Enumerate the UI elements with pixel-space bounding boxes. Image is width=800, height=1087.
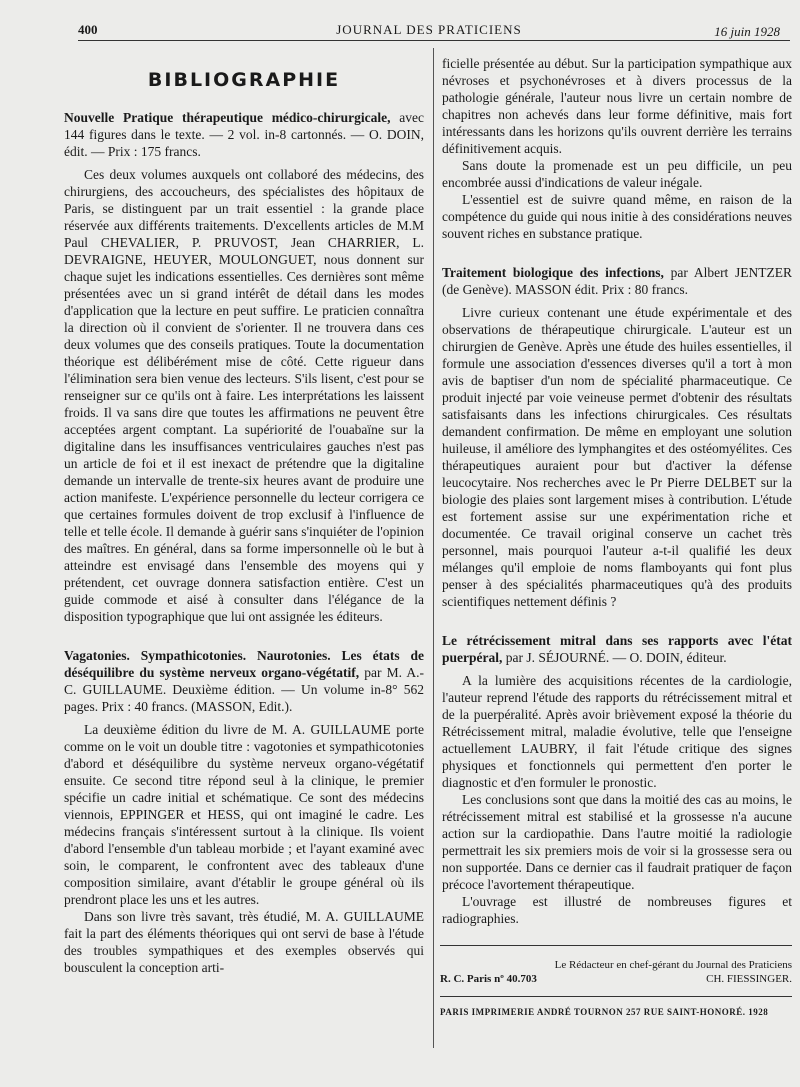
- editor-label: Le Rédacteur en chef-gérant du Journal des Praticiens: [554, 959, 792, 971]
- review-paragraph: Livre curieux contenant une étude expérimentale et des observations de thérapeutique chirurgicale. L'auteur est un chirurgien de Genève. Après une étude des huiles essentielles, il formule une association d'essences diverses qu'il a tort à mon avis de baptiser d'un nom de spécialité pharmaceutique. Ce produit injecté par voie veineuse permet d'obtenir des résultats satisfaisants dans les infections chirurgicales. Ces résultats demandent confirmation. De même en employant une solution huileuse, il améliore des lymphangites et des ostéomyélites. Ces thérapeutiques auraient pour but d'activer la défense leucocytaire. Nos recherches avec le Pr Pierre DELBET sur la biologie des plaies sont largement mises à contribution. L'étude est fortement assise sur une expérimentation riche et documentée. Ce travail original conserve un cachet très personnel, mais pourquoi l'auteur a-t-il qualifié les deux mélanges qu'il emploie de noms flamboyants qui font plus penser à des spécialités pharmaceutiques qu'à des produits scientifiques nettement définis ?: [442, 305, 792, 609]
- review-paragraph: Ces deux volumes auxquels ont collaboré des médecins, des chirurgiens, des accoucheurs, des spécialistes des hôpitaux de Paris, se distinguent par un trait essentiel : la grande place réservée aux différents traitements. D'excellents articles de M.M Paul CHEVALIER, P. PRUVOST, Jean CHARRIER, L. DEVRAIGNE, HEUYER, MOULONGUET, nous donnent sur chaque sujet les indications essentielles. Ces dernières sont même présentées avec un si grand intérêt de détail dans les modes d'application que la lecture en peut suffire. Le praticien connaîtra la direction où il convient de s'orienter. Il ne trouvera dans ces deux volumes que des conseils pratiques. Toute la documentation théorique est délibérément mise de côté. Cette rigueur dans l'élimination sera bien venue des lecteurs. S'ils lisent, c'est pour se renseigner sur ce qu'ils ont à faire. Les interprétations les laissent froids. Il va sans dire que toutes les affirmations ne peuvent être acceptées argent comptant. La supériorité de l'ouabaïne sur la digitaline dans les insuffisances ventriculaires gauches n'est pas un article de foi et il est inexact de prétendre que la digitaline demande un intervalle de trente-six heures avant de produire une action manifeste. L'expérience personnelle du lecteur corrigera ce que certaines formules doivent de trop exclusif à l'influence de telle et telle école. Il demande à guérir sans s'inquiéter de l'opinion des maîtres. En général, dans sa forme impersonnelle où le but à atteindre est envisagé dans l'ensemble des moyens qui y prétendent, cet ouvrage donnera satisfaction entière. C'est un guide commode et aisé à consulter dans l'élégance de la disposition typographique que lui ont assignée les éditeurs.: [64, 167, 424, 624]
- review-paragraph: Sans doute la promenade est un peu difficile, un peu encombrée aussi d'indications de valeur inégale.: [442, 158, 792, 190]
- review-paragraph: L'ouvrage est illustré de nombreuses figures et radiographies.: [442, 894, 792, 926]
- review-title: Vagatonies. Sympathicotonies. Naurotonies. Les états de déséquilibre du système nerveux organo-végétatif,: [64, 648, 424, 680]
- editor-name: CH. FIESSINGER.: [706, 973, 792, 985]
- review-heading: [442, 264, 792, 298]
- journal-title: JOURNAL DES PRATICIENS: [336, 22, 522, 37]
- review-title: Traitement biologique des infections,: [442, 265, 664, 280]
- column-divider: [433, 48, 434, 1048]
- header-rule: [78, 40, 790, 41]
- review-paragraph: A la lumière des acquisitions récentes de la cardiologie, l'auteur reprend l'étude des rapports du rétrécissement mitral et de la puerpéralité. Après avoir brièvement exposé la théorie du Rétrécissement mitral, maladie évolutive, telle que l'enseigne actuellement LAUBRY, il fait l'étude critique des signes physiques et fonctionnels qui permettent d'en porter le diagnostic et d'en formuler le pronostic.: [442, 673, 792, 790]
- review-reference: avec 144 figures dans le texte. — 2 vol. in-8 cartonnés. — O. DOIN, édit. — Prix : 175 francs.: [64, 110, 424, 159]
- running-header: [78, 18, 780, 40]
- review-paragraph: Les conclusions sont que dans la moitié des cas au moins, le rétrécissement mitral est stabilisé et la grossesse n'a aucune action sur la cardiopathie. Dans l'autre moitié la radiologie permettrait les six premiers mois de voir si la grossesse sera ou non supportée. Dans ce dernier cas il faudrait pratiquer de façon précoce l'avortement thérapeutique.: [442, 792, 792, 892]
- review-reference: par J. SÉJOURNÉ. — O. DOIN, éditeur.: [505, 650, 727, 665]
- review-reference: par M. A.-C. GUILLAUME. Deuxième édition. — Un volume in-8° 562 pages. Prix : 40 francs. (MASSON, Edit.).: [64, 665, 424, 714]
- review-heading: [64, 109, 424, 160]
- printer-line: PARIS IMPRIMERIE ANDRÉ TOURNON 257 RUE SAINT-HONORÉ. 1928: [440, 996, 792, 1019]
- right-column: [442, 55, 792, 927]
- section-title: BIBLIOGRAPHIE: [147, 69, 341, 91]
- left-column: [64, 69, 424, 976]
- review-heading: [442, 632, 792, 666]
- review-paragraph: Dans son livre très savant, très étudié, M. A. GUILLAUME fait la part des éléments théoriques qui ont servi de base à l'étude des troubles sympathiques et des exemples observés qui bousculent la conception arti-: [64, 909, 424, 975]
- review-paragraph: La deuxième édition du livre de M. A. GUILLAUME porte comme on le voit un double titre : vagotonies et sympathicotonies d'abord et déséquilibre du système nerveux organo-végétatif ensuite. Ce second titre répond seul à la clinique, le premier spécifie un cadre initial et schématique. Ce sont des médecins viennois, EPPINGER et HESS, qui ont imaginé le cadre. Les médecins français s'intéressent surtout à la clinique. Ils voient d'abord l'ensemble d'un tableau morbide ; et l'ayant examiné avec soin, le comparent, le confrontent avec des tableaux d'une composition similaire, avant d'établir le groupe général où ils prendront place les uns et les autres.: [64, 722, 424, 907]
- registry-number: R. C. Paris nº 40.703: [440, 973, 537, 985]
- review-heading: [64, 647, 424, 715]
- imprint-footer: [440, 945, 792, 1019]
- editor-line: [440, 945, 792, 986]
- page-number: 400: [78, 22, 98, 37]
- review-title: Nouvelle Pratique thérapeutique médico-chirurgicale,: [64, 110, 391, 125]
- issue-date: 16 juin 1928: [714, 24, 780, 39]
- review-paragraph: ficielle présentée au début. Sur la participation sympathique aux névroses et psychonévroses et à divers processus de la pathologie générale, l'auteur nous livre un certain nombre de chapitres non achevés dans leur forme définitive, mais fort intéressants dans les horizons qu'ils ouvrent derrière les terrains définitivement acquis.: [442, 56, 792, 156]
- review-paragraph: L'essentiel est de suivre quand même, en raison de la compétence du guide qui nous initie à des considérations neuves souvent riches en substance pratique.: [442, 192, 792, 241]
- review-reference: par Albert JENTZER (de Genève). MASSON édit. Prix : 80 francs.: [442, 265, 792, 297]
- review-title: Le rétrécissement mitral dans ses rapports avec l'état puerpéral,: [442, 633, 792, 665]
